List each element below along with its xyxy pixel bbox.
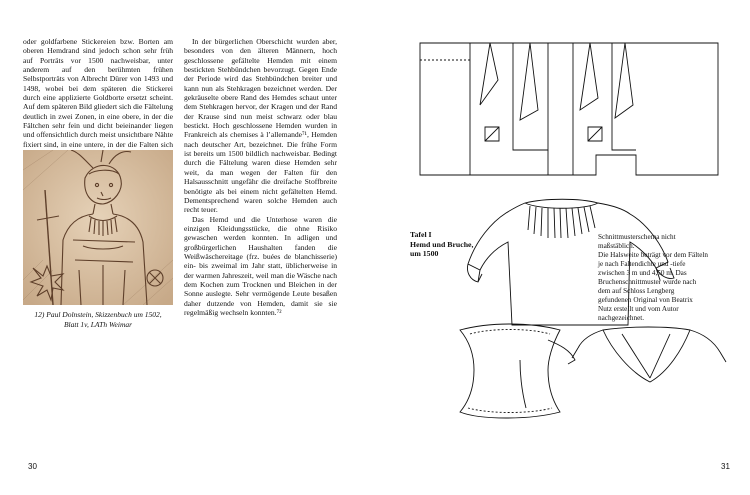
plate-title-line: Tafel I bbox=[410, 230, 432, 239]
plate-title-line: um 1500 bbox=[410, 249, 439, 258]
plate-title bbox=[410, 230, 480, 259]
page-number: 31 bbox=[721, 462, 730, 471]
paragraph: Das Hemd und die Unterhose waren die einzigen Kleidungsstücke, die ohne Risiko gewaschen werden konnten. In adligen und großbürgerlichen Haushalten fanden die Weißwäschereitage (frz. buées de blanchisserie) ein- bis zweimal im Jahr statt, üblicherweise in der warmen Jahreszeit, weil man die Wäsche nach dem Kochen zum Trocknen und Bleichen in der Sonne auslegte. Sehr vermögende Leute besaßen daher dutzende von Hemden, damit sie sie regelmäßig wechseln konnten.⁷² bbox=[184, 214, 337, 317]
page-number: 30 bbox=[28, 462, 37, 471]
plate-note bbox=[598, 233, 708, 323]
paragraph: oder goldfarbene Stickereien bzw. Borten am oberen Hemdrand sind jedoch schon sehr früh auf Porträts vor 1500 nachweisbar, unter anderem auf den berühmten frühen Selbstporträts von Albrecht Dürer von 1493 und 1498, wobei bei dem späteren die Stickerei durch eine applizierte Goldborte ersetzt scheint. Auf dem späteren Bild gliedert sich die Fältelung deutlich in zwei Zonen, in eine obere, in der die Fältchen sehr fein und dicht beieinander liegen und offensichtlich durch meist unsichtbare Nähte fixiert sind, in eine untere, in der die Falten sich bbox=[23, 37, 173, 149]
bruche-pattern-left bbox=[460, 324, 575, 418]
shirt-pattern-outline bbox=[420, 43, 718, 175]
note-paragraph: Die Halsweite beträgt vor dem Fälteln je nach Faltendichte und -tiefe zwischen 3 m und 4,50 m. Das Bruchenschnittmuster wurde nach dem auf Schloss Lengberg gefundenen Original von Beatrix Nutz erstellt und vom Autor nachgezeichnet. bbox=[598, 251, 708, 322]
paragraph: In der bürgerlichen Oberschicht wurden aber, besonders von den älteren Männern, hoch geschlossene gefältelte Hemden mit einem bestickten Stehbündchen bevorzugt. Gegen Ende der Periode wird das Stehbündchen breiter und kann nun als Stehkragen bezeichnet werden. Der gekräuselte obere Rand des Hemdes schaut unter dem Stehkragen hervor, der Kragen und der Rand der Krause sind nun meist schwarz oder blau bestickt. Hoch geschlossene Hemden wurden in Frankreich als chemises à l’allemande⁷¹, Hemden nach deutscher Art, bezeichnet. Die frühe Form ist bereits um 1500 bildlich nachweisbar. Bedingt durch die Fältelung waren diese Hemden sehr weit, da man wegen der Falten für den Halsausschnitt ungefähr die dreifache Stoffbreite benötigte als bei einem nicht gefältelten Hemd. Dementsprechend waren solche Hemden auch recht teuer. bbox=[184, 37, 337, 215]
caption-line: 12) Paul Dolnstein, Skizzenbuch um 1502, bbox=[34, 310, 162, 319]
note-paragraph: Schnittmusterschema nicht maßstäblich. bbox=[598, 233, 676, 250]
caption-line: Blatt 1v, LATh Weimar bbox=[63, 319, 133, 329]
plate-title-line: Hemd und Bruche, bbox=[410, 239, 474, 249]
bruche-pattern-right bbox=[572, 327, 726, 382]
